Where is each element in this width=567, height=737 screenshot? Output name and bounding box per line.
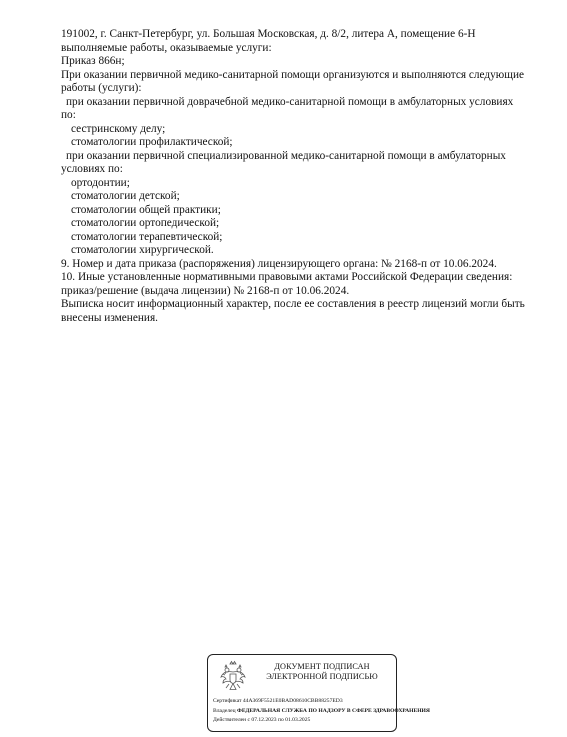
disclaimer-line-2: внесены изменения. [61, 311, 158, 324]
service-item: стоматологии общей практики; [71, 203, 221, 216]
electronic-signature-stamp [207, 654, 430, 732]
service-item: стоматологии детской; [71, 190, 180, 202]
service-item: стоматологии ортопедической; [71, 217, 220, 229]
certificate-number: Сертификат 44A369F5521E0BAD08610CBB88257ED3 [213, 698, 343, 704]
prehospital-care-line-2: по: [61, 109, 76, 121]
specialized-care-line-2: условиях по: [61, 163, 123, 175]
owner-label: Владелец [213, 707, 238, 714]
item-10-line-2: приказ/решение (выдача лицензии) № 2168-п от 10.06.2024. [61, 284, 350, 297]
services-heading: выполняемые работы, оказываемые услуги: [61, 41, 272, 54]
disclaimer-line-1: Выписка носит информационный характер, после ее составления в реестр лицензий могли быть [61, 298, 525, 310]
service-item: стоматологии терапевтической; [71, 230, 223, 243]
stamp-title-line-2: ЭЛЕКТРОННОЙ ПОДПИСЬЮ [266, 672, 378, 681]
owner-line [213, 707, 453, 717]
prehospital-care-line-1: при оказании первичной доврачебной медико-санитарной помощи в амбулаторных условиях [66, 95, 514, 108]
validity-period: Действителен с 07.12.2023 по 01.03.2025 [213, 717, 311, 724]
item-10-line-1: 10. Иные установленные нормативными правовыми актами Российской Федерации сведения: [61, 271, 513, 283]
item-9-order-number: 9. Номер и дата приказа (распоряжения) лицензирующего органа: № 2168-п от 10.06.2024. [61, 257, 497, 270]
service-item: сестринскому делу; [71, 122, 166, 135]
license-extract-text [61, 28, 539, 325]
stamp-title-line-1: ДОКУМЕНТ ПОДПИСАН [274, 662, 370, 671]
works-intro-line-1: При оказании первичной медико-санитарной помощи организуются и выполняются следующие [61, 68, 525, 81]
coat-of-arms-icon [219, 660, 247, 694]
order-reference: Приказ 866н; [61, 55, 125, 67]
stamp-title [252, 662, 392, 682]
service-item: стоматологии хирургической. [71, 244, 214, 256]
stamp-details [213, 697, 453, 726]
address-line: 191002, г. Санкт-Петербург, ул. Большая Московская, д. 8/2, литера А, помещение 6-Н [61, 28, 476, 40]
service-item: ортодонтии; [71, 176, 130, 189]
service-item: стоматологии профилактической; [71, 136, 233, 148]
specialized-care-line-1: при оказании первичной специализированной медико-санитарной помощи в амбулаторных [66, 149, 506, 162]
works-intro-line-2: работы (услуги): [61, 82, 142, 94]
owner-name: ФЕДЕРАЛЬНАЯ СЛУЖБА ПО НАДЗОРУ В СФЕРЕ ЗДРАВООХРАНЕНИЯ [237, 707, 430, 714]
